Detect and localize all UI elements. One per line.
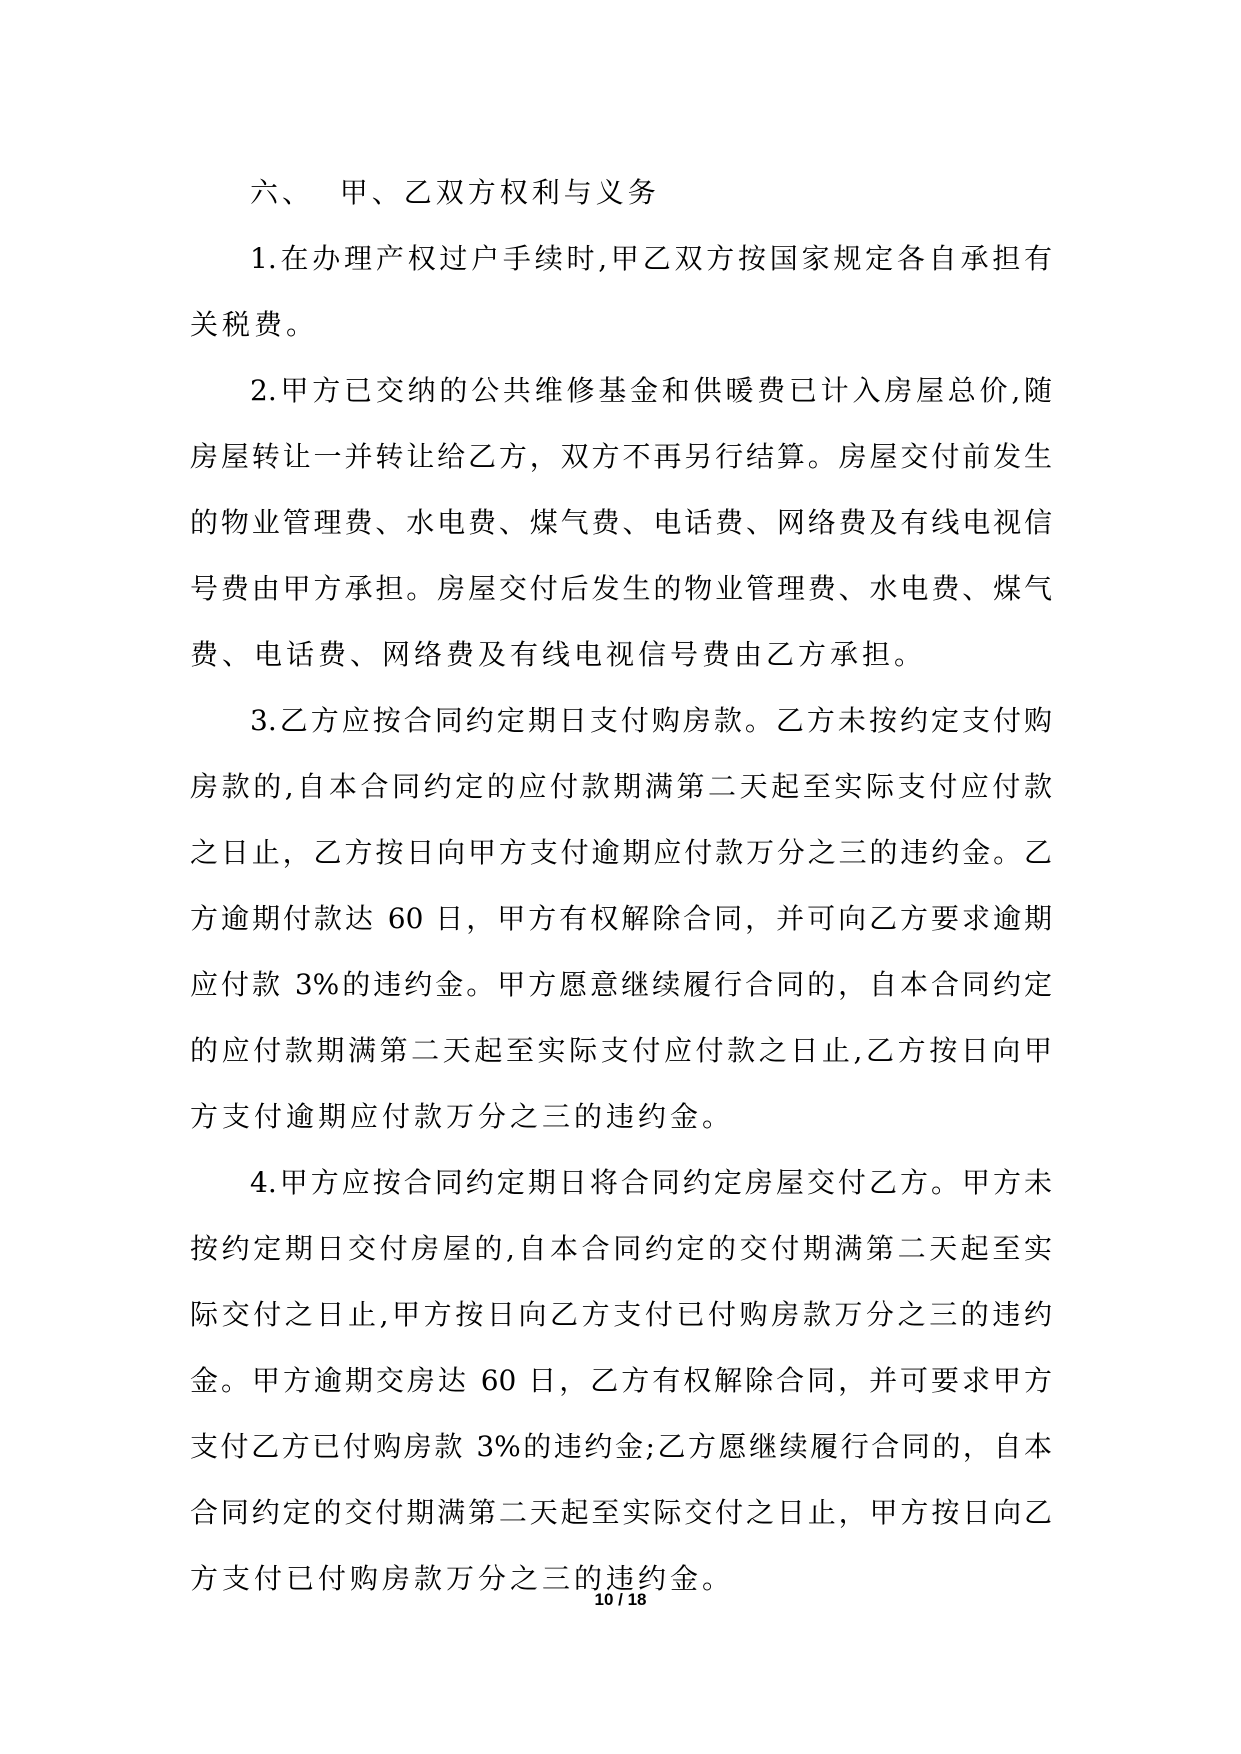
text-line: 2.甲方已交纳的公共维修基金和供暖费已计入房屋总价,随	[250, 374, 1052, 407]
text-line: 金。甲方逾期交房达 60 日，乙方有权解除合同，并可要求甲方	[190, 1364, 1052, 1397]
text-line: 的物业管理费、水电费、煤气费、电话费、网络费及有线电视信	[190, 506, 1052, 539]
text-line: 1.在办理产权过户手续时,甲乙双方按国家规定各自承担有	[250, 242, 1052, 275]
document-body	[190, 160, 1052, 1612]
text-line: 关税费。	[190, 308, 319, 341]
section-heading: 六、 甲、乙双方权利与义务	[250, 176, 660, 209]
paragraph-3	[190, 688, 1052, 1150]
text-line: 4.甲方应按合同约定期日将合同约定房屋交付乙方。甲方未	[250, 1166, 1052, 1199]
text-line: 方支付已付购房款万分之三的违约金。	[190, 1562, 735, 1595]
text-line: 之日止，乙方按日向甲方支付逾期应付款万分之三的违约金。乙	[190, 836, 1052, 869]
text-line: 房款的,自本合同约定的应付款期满第二天起至实际支付应付款	[190, 770, 1052, 803]
paragraph-1	[190, 226, 1052, 358]
text-line: 方逾期付款达 60 日，甲方有权解除合同，并可向乙方要求逾期	[190, 902, 1052, 935]
text-line: 际交付之日止,甲方按日向乙方支付已付购房款万分之三的违约	[190, 1298, 1052, 1331]
paragraph-2	[190, 358, 1052, 688]
text-line: 3.乙方应按合同约定期日支付购房款。乙方未按约定支付购	[250, 704, 1052, 737]
text-line: 合同约定的交付期满第二天起至实际交付之日止，甲方按日向乙	[190, 1496, 1052, 1529]
text-line: 方支付逾期应付款万分之三的违约金。	[190, 1100, 735, 1133]
text-line: 按约定期日交付房屋的,自本合同约定的交付期满第二天起至实	[190, 1232, 1052, 1265]
text-line: 房屋转让一并转让给乙方，双方不再另行结算。房屋交付前发生	[190, 440, 1052, 473]
text-line: 费、电话费、网络费及有线电视信号费由乙方承担。	[190, 638, 927, 671]
text-line: 的应付款期满第二天起至实际支付应付款之日止,乙方按日向甲	[190, 1034, 1052, 1067]
text-line: 应付款 3%的违约金。甲方愿意继续履行合同的，自本合同约定	[190, 968, 1052, 1001]
page-number: 10 / 18	[594, 1590, 647, 1609]
text-line: 号费由甲方承担。房屋交付后发生的物业管理费、水电费、煤气	[190, 572, 1052, 605]
paragraph-4	[190, 1150, 1052, 1612]
text-line: 支付乙方已付购房款 3%的违约金;乙方愿继续履行合同的，自本	[190, 1430, 1052, 1463]
